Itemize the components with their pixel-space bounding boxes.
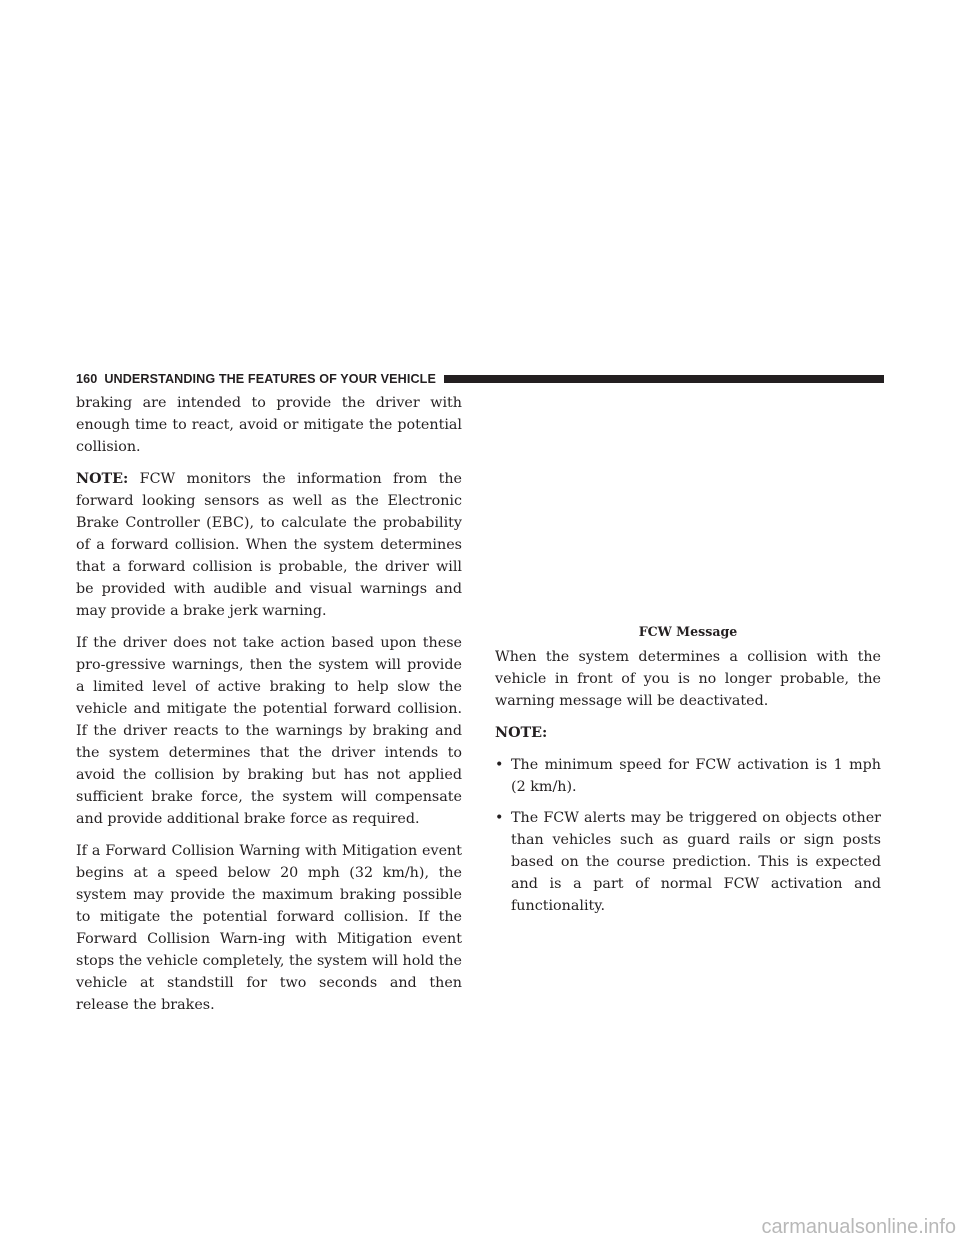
left-column xyxy=(76,392,462,1026)
list-item xyxy=(495,807,881,917)
figure-caption: FCW Message xyxy=(638,624,738,639)
paragraph-note-fcw xyxy=(76,468,462,622)
bullet-icon: • xyxy=(495,757,504,773)
paragraph-mitigation-event: If a Forward Collision Warning with Mitigation event begins at a speed below 20 mph (32 km/h), the system may provide the maximum braking possible to mitigate the potential forward collision. If the Forward Collision Warn-ing with Mitigation event stops the vehicle completely, the system will hold the vehicle at standstill for two seconds and then release the brakes. xyxy=(76,843,463,1013)
note-heading: NOTE: xyxy=(495,725,548,741)
bullet-icon: • xyxy=(495,810,504,826)
paragraph-braking: braking are intended to provide the driver with enough time to react, avoid or mitigate the potential collision. xyxy=(76,395,462,455)
page-header xyxy=(76,371,884,387)
header-rule xyxy=(444,375,884,383)
watermark[interactable]: carmanualsonline.info xyxy=(761,1216,956,1238)
bullet-text: The minimum speed for FCW activation is 1 mph (2 km/h). xyxy=(511,757,881,795)
list-item xyxy=(495,754,881,798)
note-text: FCW monitors the information from the forward looking sensors as well as the Electronic Brake Controller (EBC), to calculate the probability of a forward collision. When the system determines that a forward collision is probable, the driver will be provided with audible and visual warnings and may provide a brake jerk warning. xyxy=(76,471,463,619)
note-bullet-list xyxy=(495,754,881,917)
paragraph-progressive-warnings: If the driver does not take action based upon these pro-gressive warnings, then the system will provide a limited level of active braking to help slow the vehicle and mitigate the potential forward collision. If the driver reacts to the warnings by braking and the system determines that the driver intends to avoid the collision by braking but has not applied sufficient brake force, the system will compensate and provide additional brake force as required. xyxy=(76,635,462,827)
section-title: UNDERSTANDING THE FEATURES OF YOUR VEHICLE xyxy=(104,372,436,386)
note-label: NOTE: xyxy=(76,471,129,487)
paragraph-deactivation: When the system determines a collision with the vehicle in front of you is no longer probable, the warning message will be deactivated. xyxy=(495,649,881,709)
bullet-text: The FCW alerts may be triggered on objects other than vehicles such as guard rails or sign posts based on the course prediction. This is expected and is a part of normal FCW activation and functionality. xyxy=(511,810,881,914)
page-number: 160 xyxy=(76,372,98,386)
right-column xyxy=(495,646,881,926)
